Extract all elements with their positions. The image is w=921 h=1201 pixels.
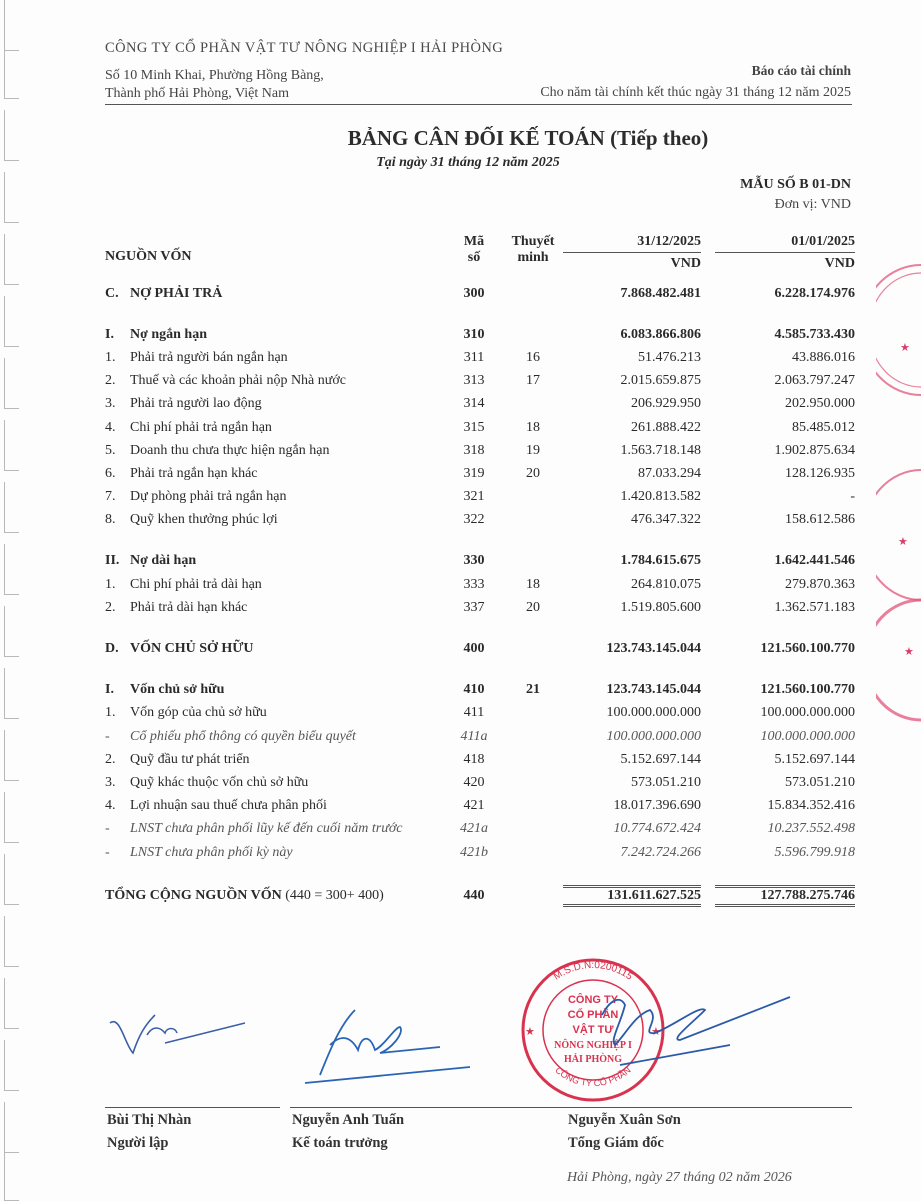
row-number: II. [105, 553, 120, 569]
row-note [503, 486, 563, 509]
row-label: Phải trả người bán ngắn hạn [130, 349, 288, 365]
table-row [105, 282, 855, 305]
row-number: 2. [105, 373, 116, 389]
row-code: 310 [463, 326, 485, 342]
row-value-2025-01-01: 573.051.210 [785, 774, 855, 790]
table-row [105, 323, 855, 346]
row-value-2025-01-01: - [850, 489, 855, 505]
table-row [105, 573, 855, 596]
chief-accountant-name: Nguyễn Anh Tuấn [292, 1112, 405, 1128]
row-code: 421b [460, 844, 488, 860]
table-row [105, 393, 855, 416]
col-header-date1 [563, 234, 701, 272]
table-row [105, 416, 855, 439]
col-header-date2-unit: VND [824, 256, 855, 271]
row-value-2025-01-01: 2.063.797.247 [774, 373, 855, 389]
col-header-code-line2: số [467, 250, 481, 265]
binder-mark [4, 482, 19, 533]
company-address-line2: Thành phố Hải Phòng, Việt Nam [105, 86, 289, 101]
row-number: 3. [105, 396, 116, 412]
row-value-2025-01-01: 4.585.733.430 [774, 326, 855, 342]
row-note: 18 [526, 419, 540, 435]
col-header-name: NGUỒN VỐN [105, 249, 192, 264]
row-code: 318 [463, 442, 485, 458]
table-row [105, 818, 855, 841]
signature-line-managers [290, 1107, 852, 1108]
row-value-2025-12-31: 10.774.672.424 [613, 821, 701, 837]
row-value-2025-01-01: 279.870.363 [785, 576, 855, 592]
col-header-date2 [715, 234, 855, 272]
row-value-2025-12-31: 1.563.718.148 [620, 442, 701, 458]
signature-line-preparer [105, 1107, 280, 1108]
row-number: 1. [105, 705, 116, 721]
document-title-text: BẢNG CÂN ĐỐI KẾ TOÁN (Tiếp theo) [347, 126, 709, 150]
row-code: 314 [463, 396, 485, 412]
total-value-2025-12-31: 131.611.627.525 [563, 885, 701, 907]
row-value-2025-12-31: 18.017.396.690 [613, 798, 701, 814]
binder-mark [4, 606, 19, 657]
row-note [503, 771, 563, 794]
document-subtitle-text: Tại ngày 31 tháng 12 năm 2025 [376, 155, 560, 170]
row-label: Chi phí phải trả ngắn hạn [130, 419, 272, 435]
row-value-2025-12-31: 5.152.697.144 [620, 751, 701, 767]
table-row [105, 702, 855, 725]
row-number: 1. [105, 576, 116, 592]
edge-seal-arc [876, 273, 921, 387]
row-note [503, 748, 563, 771]
row-label: Quỹ khác thuộc vốn chủ sở hữu [130, 774, 309, 790]
row-value-2025-01-01: 1.902.875.634 [774, 442, 855, 458]
star-icon: ★ [651, 1026, 661, 1038]
table-row [105, 771, 855, 794]
row-value-2025-12-31: 6.083.866.806 [620, 326, 701, 342]
binder-mark [4, 0, 19, 51]
row-code: 337 [463, 599, 485, 615]
row-number: 5. [105, 442, 116, 458]
row-note: 16 [526, 349, 540, 365]
table-row [105, 596, 855, 619]
binder-mark [4, 172, 19, 223]
total-label [105, 882, 445, 907]
row-value-2025-01-01: 100.000.000.000 [760, 705, 855, 721]
table-row [105, 486, 855, 509]
col-header-note-line1: Thuyết [511, 234, 555, 249]
table-row [105, 550, 855, 573]
balance-sheet-table [105, 234, 855, 907]
row-code: 421 [463, 798, 485, 814]
col-header-date2-label: 01/01/2025 [715, 234, 855, 253]
row-value-2025-01-01: 121.560.100.770 [760, 641, 855, 657]
row-label: Dự phòng phải trả ngắn hạn [130, 489, 287, 505]
currency-unit: Đơn vị: VND [774, 197, 851, 212]
row-number: 7. [105, 489, 116, 505]
row-note [503, 393, 563, 416]
binder-mark [4, 668, 19, 719]
row-note: 19 [526, 442, 540, 458]
row-value-2025-01-01: 100.000.000.000 [760, 728, 855, 744]
binder-mark [4, 358, 19, 409]
binder-mark [4, 234, 19, 285]
row-label: VỐN CHỦ SỞ HỮU [130, 641, 254, 657]
row-note [503, 550, 563, 573]
row-label: NỢ PHẢI TRẢ [130, 285, 223, 301]
director-role: Tổng Giám đốc [568, 1135, 664, 1151]
report-type: Báo cáo tài chính [751, 63, 851, 78]
col-header-date1-label: 31/12/2025 [563, 234, 701, 253]
row-value-2025-01-01: 1.642.441.546 [774, 553, 855, 569]
row-number: 8. [105, 512, 116, 528]
row-note [503, 509, 563, 532]
table-row [105, 439, 855, 462]
row-number: I. [105, 326, 114, 342]
row-note: 17 [526, 373, 540, 389]
stamp-line5: HẢI PHÒNG [563, 1054, 623, 1065]
row-value-2025-01-01: 202.950.000 [785, 396, 855, 412]
row-label: Quỹ khen thưởng phúc lợi [130, 512, 278, 528]
row-note [503, 323, 563, 346]
row-code: 322 [463, 512, 485, 528]
row-code: 418 [463, 751, 485, 767]
row-value-2025-01-01: 5.152.697.144 [774, 751, 855, 767]
col-header-code [445, 234, 503, 272]
row-code: 313 [463, 373, 485, 389]
binder-mark [4, 1150, 19, 1201]
row-code: 420 [463, 774, 485, 790]
row-value-2025-12-31: 100.000.000.000 [606, 705, 701, 721]
company-address-line1: Số 10 Minh Khai, Phường Hồng Bàng, [105, 68, 324, 83]
binder-mark [4, 296, 19, 347]
binder-mark [4, 916, 19, 967]
row-value-2025-01-01: 6.228.174.976 [774, 285, 855, 301]
row-value-2025-01-01: 43.886.016 [792, 349, 855, 365]
row-label: Quỹ đầu tư phát triển [130, 751, 250, 767]
binder-mark [4, 854, 19, 905]
total-value-2025-01-01: 127.788.275.746 [715, 885, 855, 907]
row-value-2025-12-31: 206.929.950 [631, 396, 701, 412]
row-note [503, 282, 563, 305]
row-value-2025-12-31: 264.810.075 [631, 576, 701, 592]
table-row [105, 509, 855, 532]
binder-mark [4, 792, 19, 843]
row-code: 321 [463, 489, 485, 505]
row-note [503, 841, 563, 864]
total-label-formula: (440 = 300+ 400) [285, 887, 384, 903]
row-code: 300 [463, 285, 485, 301]
table-row [105, 346, 855, 369]
binder-mark [4, 544, 19, 595]
row-value-2025-01-01: 158.612.586 [785, 512, 855, 528]
row-code: 311 [463, 349, 485, 365]
row-code: 421a [460, 821, 488, 837]
edge-seal-arc [876, 265, 921, 395]
row-label: Doanh thu chưa thực hiện ngắn hạn [130, 442, 330, 458]
edge-seal-fragments [876, 255, 921, 725]
row-label: LNST chưa phân phối lũy kế đến cuối năm trước [130, 821, 403, 837]
row-label: Chi phí phải trả dài hạn [130, 576, 262, 592]
table-row [105, 679, 855, 702]
row-number: - [105, 821, 110, 837]
row-label: LNST chưa phân phối kỳ này [130, 844, 293, 860]
row-code: 333 [463, 576, 485, 592]
row-value-2025-01-01: 15.834.352.416 [767, 798, 855, 814]
form-number: MẪU SỐ B 01-DN [740, 177, 851, 192]
row-number: I. [105, 682, 114, 698]
stamp-line4: NÔNG NGHIỆP I [554, 1040, 632, 1051]
row-note [503, 818, 563, 841]
row-code: 319 [463, 465, 485, 481]
table-row [105, 462, 855, 485]
row-value-2025-01-01: 10.237.552.498 [767, 821, 855, 837]
row-value-2025-01-01: 128.126.935 [785, 465, 855, 481]
total-label-text: TỔNG CỘNG NGUỒN VỐN [105, 887, 282, 903]
row-note [503, 725, 563, 748]
signature-director [580, 985, 800, 1085]
stamp-outer-text-path: M.S.D.N:0200115 [551, 959, 635, 983]
table-body [105, 272, 855, 864]
binder-mark [4, 730, 19, 781]
binder-mark [4, 1040, 19, 1091]
row-label: Phải trả ngắn hạn khác [130, 465, 258, 481]
row-value-2025-12-31: 1.420.813.582 [620, 489, 701, 505]
row-value-2025-12-31: 51.476.213 [638, 349, 701, 365]
star-icon: ★ [904, 646, 914, 658]
row-value-2025-12-31: 87.033.294 [638, 465, 701, 481]
row-number: 3. [105, 774, 116, 790]
table-row [105, 637, 855, 660]
row-value-2025-12-31: 123.743.145.044 [606, 641, 701, 657]
row-value-2025-01-01: 121.560.100.770 [760, 682, 855, 698]
row-code: 315 [463, 419, 485, 435]
stamp-line3: VẬT TƯ [572, 1024, 614, 1036]
row-label: Cổ phiếu phổ thông có quyền biểu quyết [130, 728, 356, 744]
row-note: 21 [526, 682, 540, 698]
row-code: 330 [463, 553, 485, 569]
signature-preparer [105, 1005, 255, 1065]
row-label: Phải trả dài hạn khác [130, 599, 248, 615]
preparer-name: Bùi Thị Nhàn [107, 1112, 192, 1128]
signature-chief-accountant [300, 1005, 480, 1085]
preparer-role: Người lập [107, 1135, 169, 1151]
row-value-2025-12-31: 1.784.615.675 [620, 553, 701, 569]
row-number: C. [105, 285, 119, 301]
row-number: - [105, 728, 110, 744]
row-code: 400 [463, 641, 485, 657]
row-label: Thuế và các khoản phải nộp Nhà nước [130, 373, 346, 389]
row-code: 411 [463, 705, 485, 721]
total-code: 440 [463, 887, 485, 903]
row-value-2025-12-31: 573.051.210 [631, 774, 701, 790]
edge-seal-arc [876, 600, 921, 720]
row-number: D. [105, 641, 119, 657]
row-label: Nợ ngắn hạn [130, 326, 208, 342]
row-note [503, 795, 563, 818]
row-note [503, 637, 563, 660]
row-value-2025-12-31: 7.868.482.481 [620, 285, 701, 301]
edge-seal-arc [876, 470, 921, 600]
row-value-2025-01-01: 5.596.799.918 [774, 844, 855, 860]
row-code: 411a [460, 728, 488, 744]
total-row [105, 882, 855, 907]
binder-mark [4, 420, 19, 471]
row-label: Phải trả người lao động [130, 396, 262, 412]
col-header-note [503, 234, 563, 272]
row-value-2025-01-01: 1.362.571.183 [774, 599, 855, 615]
director-name: Nguyễn Xuân Sơn [568, 1112, 681, 1128]
row-value-2025-12-31: 123.743.145.044 [606, 682, 701, 698]
row-label: Nợ dài hạn [130, 553, 197, 569]
stamp-line1: CÔNG TY [567, 994, 619, 1006]
row-number: 4. [105, 798, 116, 814]
col-header-note-line2: minh [517, 250, 549, 265]
row-value-2025-12-31: 7.242.724.266 [620, 844, 701, 860]
stamp-bottom-text-path: CÔNG TY CỔ PHẦN [553, 1064, 633, 1089]
star-icon: ★ [898, 536, 908, 548]
star-icon: ★ [525, 1026, 535, 1038]
row-value-2025-12-31: 476.347.322 [631, 512, 701, 528]
row-note: 20 [526, 465, 540, 481]
table-row [105, 795, 855, 818]
table-row [105, 748, 855, 771]
row-number: 2. [105, 599, 116, 615]
col-header-code-line1: Mã [463, 234, 485, 249]
company-name: CÔNG TY CỔ PHẦN VẬT TƯ NÔNG NGHIỆP I HẢI PHÒNG [105, 40, 504, 56]
report-period: Cho năm tài chính kết thúc ngày 31 tháng 12 năm 2025 [540, 85, 851, 100]
row-number: 4. [105, 419, 116, 435]
row-number: - [105, 844, 110, 860]
table-row [105, 841, 855, 864]
row-note: 20 [526, 599, 540, 615]
stamp-line2: CỔ PHẦN [567, 1009, 619, 1021]
binder-mark [4, 48, 19, 99]
row-value-2025-12-31: 261.888.422 [631, 419, 701, 435]
row-value-2025-12-31: 100.000.000.000 [606, 728, 701, 744]
row-label: Vốn góp của chủ sở hữu [130, 705, 267, 721]
star-icon: ★ [900, 342, 910, 354]
row-label: Vốn chủ sở hữu [130, 682, 225, 698]
document-title [0, 126, 921, 151]
row-number: 6. [105, 465, 116, 481]
table-header [105, 234, 855, 272]
place-and-date: Hải Phòng, ngày 27 tháng 02 năm 2026 [567, 1170, 792, 1185]
row-note: 18 [526, 576, 540, 592]
table-row [105, 370, 855, 393]
table-row [105, 725, 855, 748]
row-value-2025-12-31: 2.015.659.875 [620, 373, 701, 389]
document-subtitle [0, 155, 921, 171]
binder-mark [4, 978, 19, 1029]
row-value-2025-01-01: 85.485.012 [792, 419, 855, 435]
chief-accountant-role: Kế toán trưởng [292, 1135, 388, 1151]
row-value-2025-12-31: 1.519.805.600 [620, 599, 701, 615]
binder-mark [4, 1102, 19, 1153]
row-number: 2. [105, 751, 116, 767]
col-header-date1-unit: VND [670, 256, 701, 271]
row-note [503, 702, 563, 725]
row-code: 410 [463, 682, 485, 698]
row-label: Lợi nhuận sau thuế chưa phân phối [130, 798, 327, 814]
row-number: 1. [105, 349, 116, 365]
header-divider [105, 104, 852, 105]
